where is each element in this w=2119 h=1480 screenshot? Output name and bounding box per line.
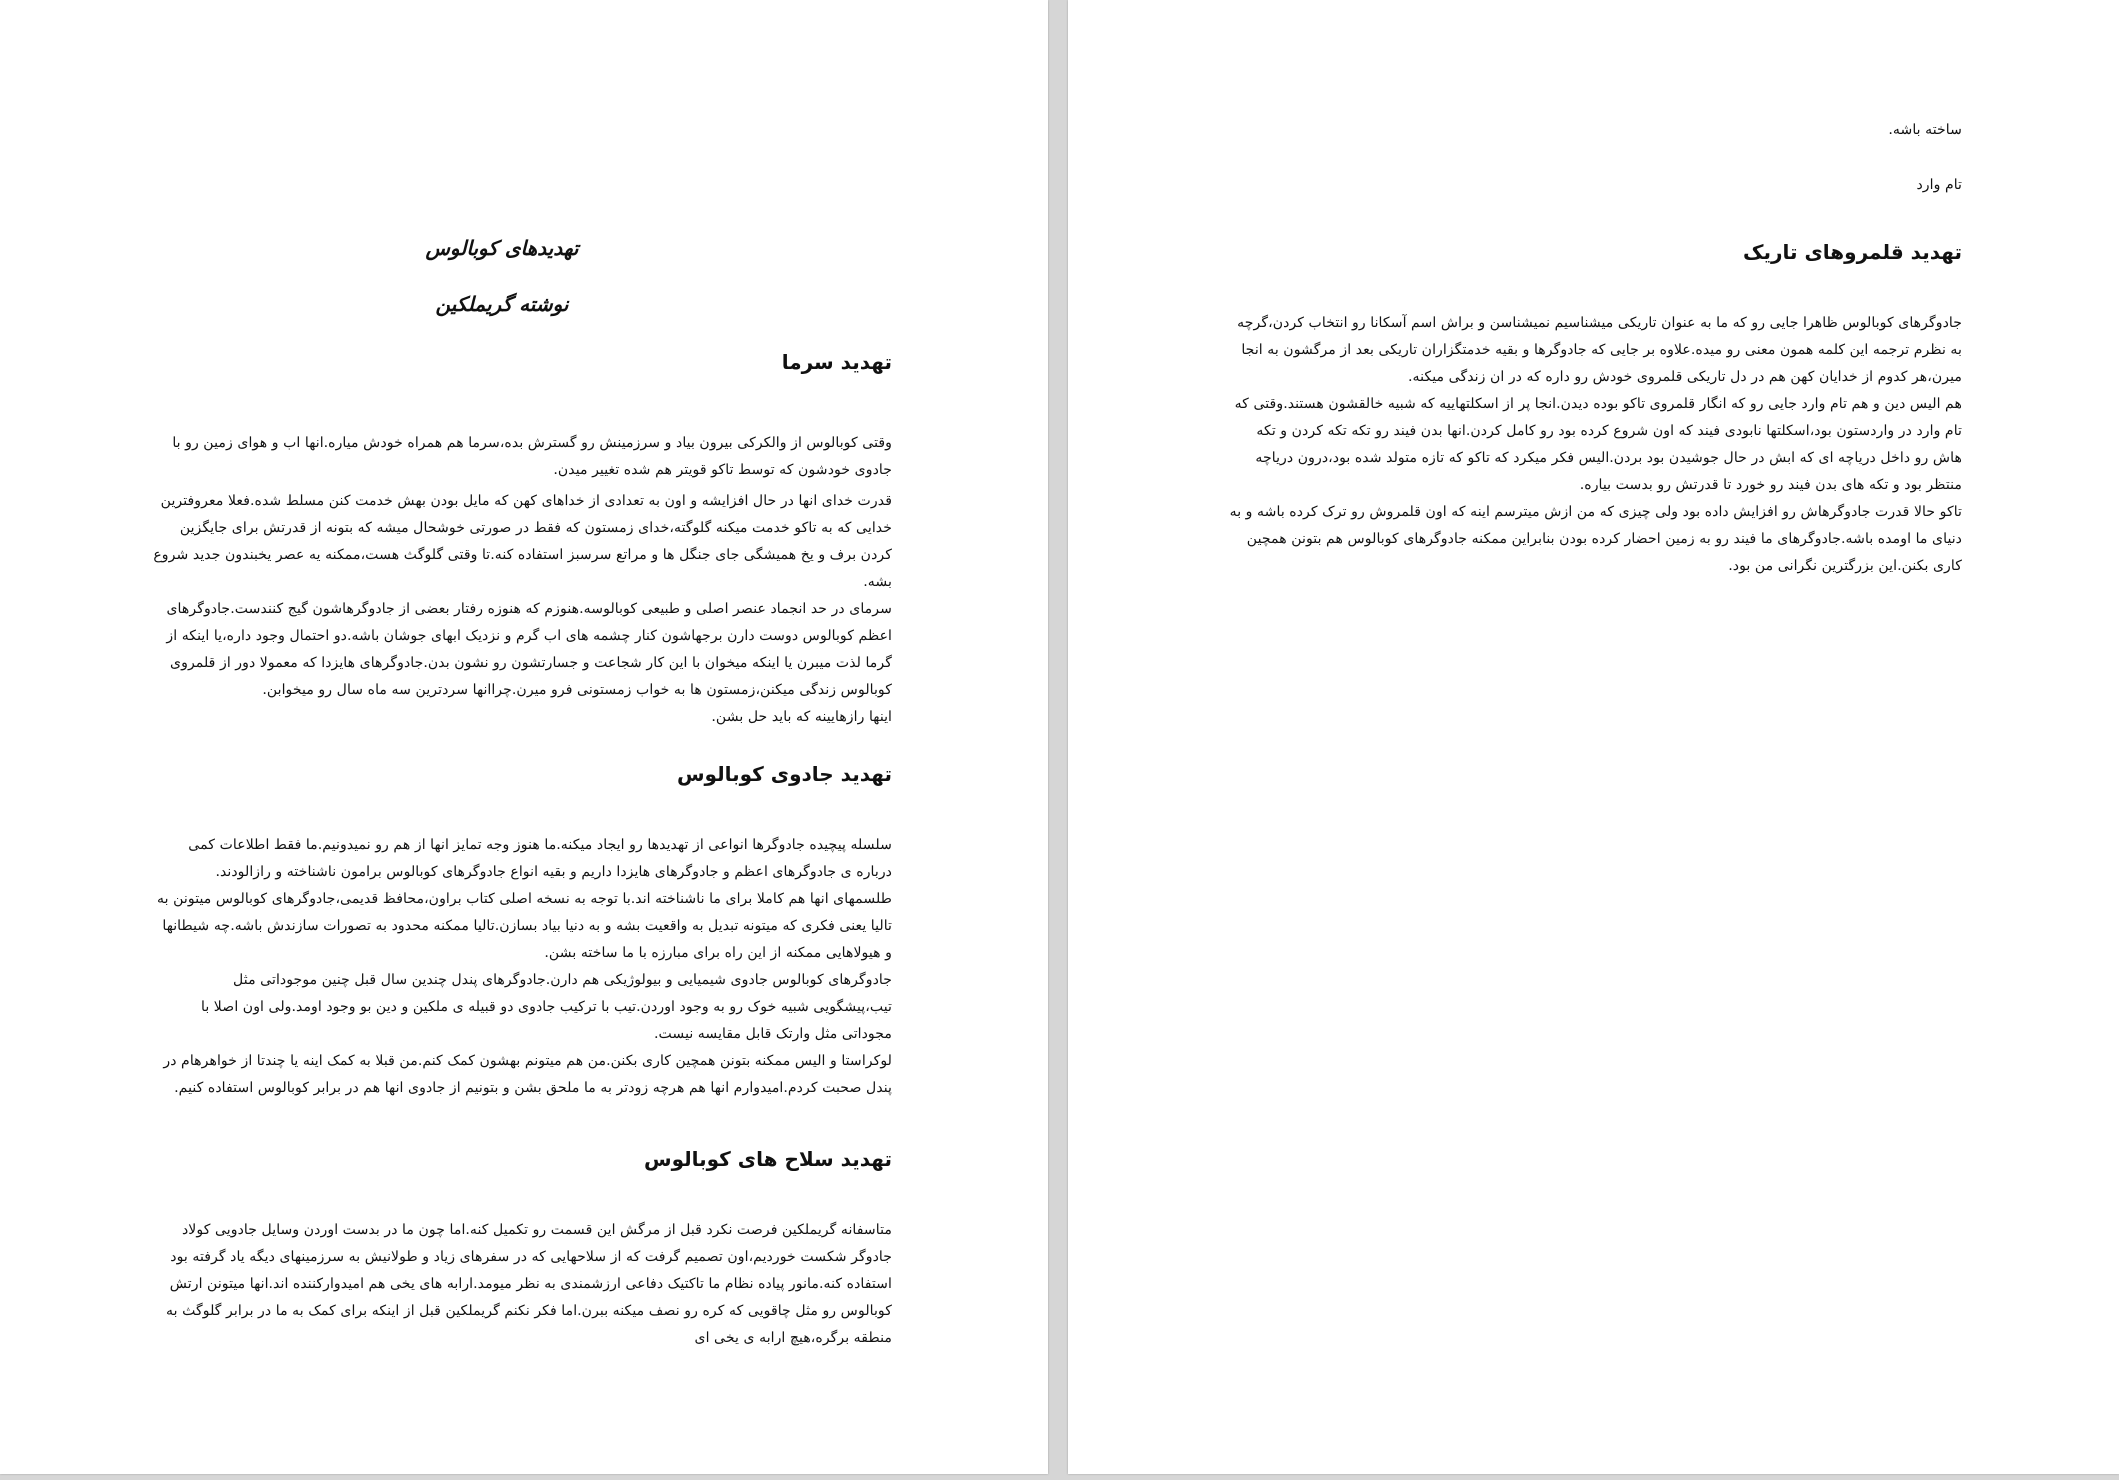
section-heading-weapons: تهدید سلاح های کوبالوس <box>643 1147 892 1171</box>
section-body-dark-realms <box>1227 310 1962 580</box>
section-heading-dark-realms: تهدید قلمروهای تاریک <box>1742 240 1962 264</box>
section-body-cold <box>152 430 892 731</box>
paragraph: قدرت خدای انها در حال افزایشه و اون به تعدادی از خداهای کهن که مایل بودن بهش خدمت کنن مسلط شده.فعلا معروفترین خدایی که به تاکو خدمت میکنه گلوگته،خدای زمستون که فقط در صورتی خوشحال میشه که بتونه از قدرتش برای جایگزین کردن برف و یخ همیشگی جای جنگل ها و مراتع سرسبز استفاده کنه.تا وقتی گلوگث هست،ممکنه یه عصر یخبندون جدید شروع بشه. <box>153 493 892 590</box>
paragraph: لوکراستا و الیس ممکنه بتونن همچین کاری بکنن.من هم میتونم بهشون کمک کنم.من قبلا به کمک اینه یا چندتا از خواهرهام در پندل صحبت کردم.امیدوارم انها هم هرچه زودتر به ما ملحق بشن و بتونیم از جادوی انها هم در برابر کوبالوس استفاده کنیم. <box>163 1053 892 1096</box>
paragraph: متاسفانه گریملکین فرصت نکرد قبل از مرگش این قسمت رو تکمیل کنه.اما چون ما در بدست اوردن وسایل جادویی کولاد جادوگر شکست خوردیم،اون تصمیم گرفت که از سلاحهایی که در سفرهای زیاد و طولانیش به سرزمینهای دیگه یاد گرفته بود استفاده کنه.مانور پیاده نظام ما تاکتیک دفاعی ارزشمندی به نظر میومد.ارابه های یخی هم امیدوارکننده اند.انها میتونن ارتش کوبالوس رو مثل چاقویی که کره رو نصف میکنه ببرن.اما فکر نکنم گریملکین قبل از اینکه برای کمک به ما در برابر گلوگث به منطقه برگره،هیچ ارابه ی یخی ای <box>166 1222 892 1346</box>
document-page-right <box>1068 0 2119 1474</box>
signature <box>1227 172 1962 199</box>
document-author: نوشته گریملکین <box>435 292 569 316</box>
paragraph: جادوگرهای کوبالوس جادوی شیمیایی و بیولوژیکی هم دارن.جادوگرهای پندل چندین سال قبل چنین موجوداتی مثل تیب،پیشگویی شبیه خوک رو به وجود اوردن.تیب با ترکیب جادوی دو قبیله ی ملکین و دین بو وجود اومد.ولی اون اصلا با مجوداتی مثل وارتک قابل مقایسه نیست. <box>201 972 892 1042</box>
paragraph: تاکو حالا قدرت جادوگرهاش رو افزایش داده بود ولی چیزی که من ازش میترسم اینه که اون قلمروش رو ترک کرده باشه و به دنیای ما اومده باشه.جادوگرهای ما فیند رو به زمین احضار کرده بودن بنابراین ممکنه جادوگرهای کوبالوس هم بتونن همچین کاری بکنن.این بزرگترین نگرانی من بود. <box>1229 504 1962 574</box>
paragraph: جادوگرهای کوبالوس ظاهرا جایی رو که ما به عنوان تاریکی میشناسیم نمیشناسن و براش اسم آسکانا رو انتخاب کردن،گرچه به نظرم ترجمه این کلمه همون معنی رو میده.علاوه بر جایی که جادوگرها و بقیه خدمتگزاران تاریکی بعد از مرگشون به انجا میرن،هر کدوم از خدایان کهن هم در دل تاریکی قلمروی خودش رو داره که در ان زندگی میکنه. <box>1237 315 1962 385</box>
paragraph: طلسمهای انها هم کاملا برای ما ناشناخته اند.با توجه به نسخه اصلی کتاب براون،محافظ قدیمی،جادوگرهای کوبالوس میتونن به تالیا یعنی فکری که میتونه تبدیل به واقعیت بشه و به دنیا بیاد بسازن.تالیا ممکنه محدود به تصورات سازندش باشه.چه شیطانها و هیولاهایی ممکنه از این راه برای مبارزه با ما ساخته بشن. <box>157 891 892 961</box>
section-heading-cold: تهدید سرما <box>781 350 892 374</box>
section-body-magic <box>152 832 892 1102</box>
paragraph: سلسله پیچیده جادوگرها انواعی از تهدیدها رو ایجاد میکنه.ما هنوز وجه تمایز انها از هم رو نمیدونیم.ما فقط اطلاعات کمی درباره ی جادوگرهای اعظم و جادوگرهای هایزدا داریم و بقیه انواع جادوگرهای کوبالوس برامون ناشناخته و رازالودند. <box>188 837 892 880</box>
document-page-left <box>0 0 1048 1474</box>
continuation-text <box>1227 117 1962 144</box>
section-body-weapons <box>152 1217 892 1352</box>
paragraph: اینها رازهایینه که باید حل بشن. <box>711 709 892 725</box>
paragraph: هم الیس دین و هم تام وارد جایی رو که انگار قلمروی تاکو بوده دیدن.انجا پر از اسکلتهاییه که شبیه خالقشون هستند.وقتی که تام وارد در واردستون بود،اسکلتها نابودی فیند که اون شروع کرده بود رو کامل کردن.انها بدن فیند رو تکه تکه کردن و تکه هاش رو داخل دریاچه ای که ابش در حال جوشیدن بود بردن.الیس فکر میکرد که تاکو که تازه متولد شده بود،درون دریاچه منتظر بود و تکه های بدن فیند رو خورد تا قدرتش رو بدست بیاره. <box>1234 396 1962 493</box>
paragraph: وقتی کوبالوس از والکرکی بیرون بیاد و سرزمینش رو گسترش بده،سرما هم همراه خودش میاره.انها اب و هوای زمین رو با جادوی خودشون که توسط تاکو قویتر هم شده تغییر میدن. <box>172 435 892 478</box>
paragraph: سرمای در حد انجماد عنصر اصلی و طبیعی کوبالوسه.هنوزم که هنوزه رفتار بعضی از جادوگرهاشون گیج کنندست.جادوگرهای اعظم کوبالوس دوست دارن برجهاشون کنار چشمه های اب گرم و نزدیک ابهای جوشان باشه.دو احتمال وجود داره،یا اینکه از گرما لذت میبرن یا اینکه میخوان با این کار شجاعت و جسارتشون رو نشون بدن.جادوگرهای هایزدا که معمولا دور از قلمروی کوبالوس زندگی میکنن،زمستون ها به خواب زمستونی فرو میرن.چراانها سردترین سه ماه سال رو میخوابن. <box>166 601 892 698</box>
document-title: تهدیدهای کوبالوس <box>425 236 579 260</box>
section-heading-magic: تهدید جادوی کوبالوس <box>676 762 892 786</box>
signature-text: تام وارد <box>1916 177 1962 193</box>
paragraph: ساخته باشه. <box>1888 122 1962 138</box>
